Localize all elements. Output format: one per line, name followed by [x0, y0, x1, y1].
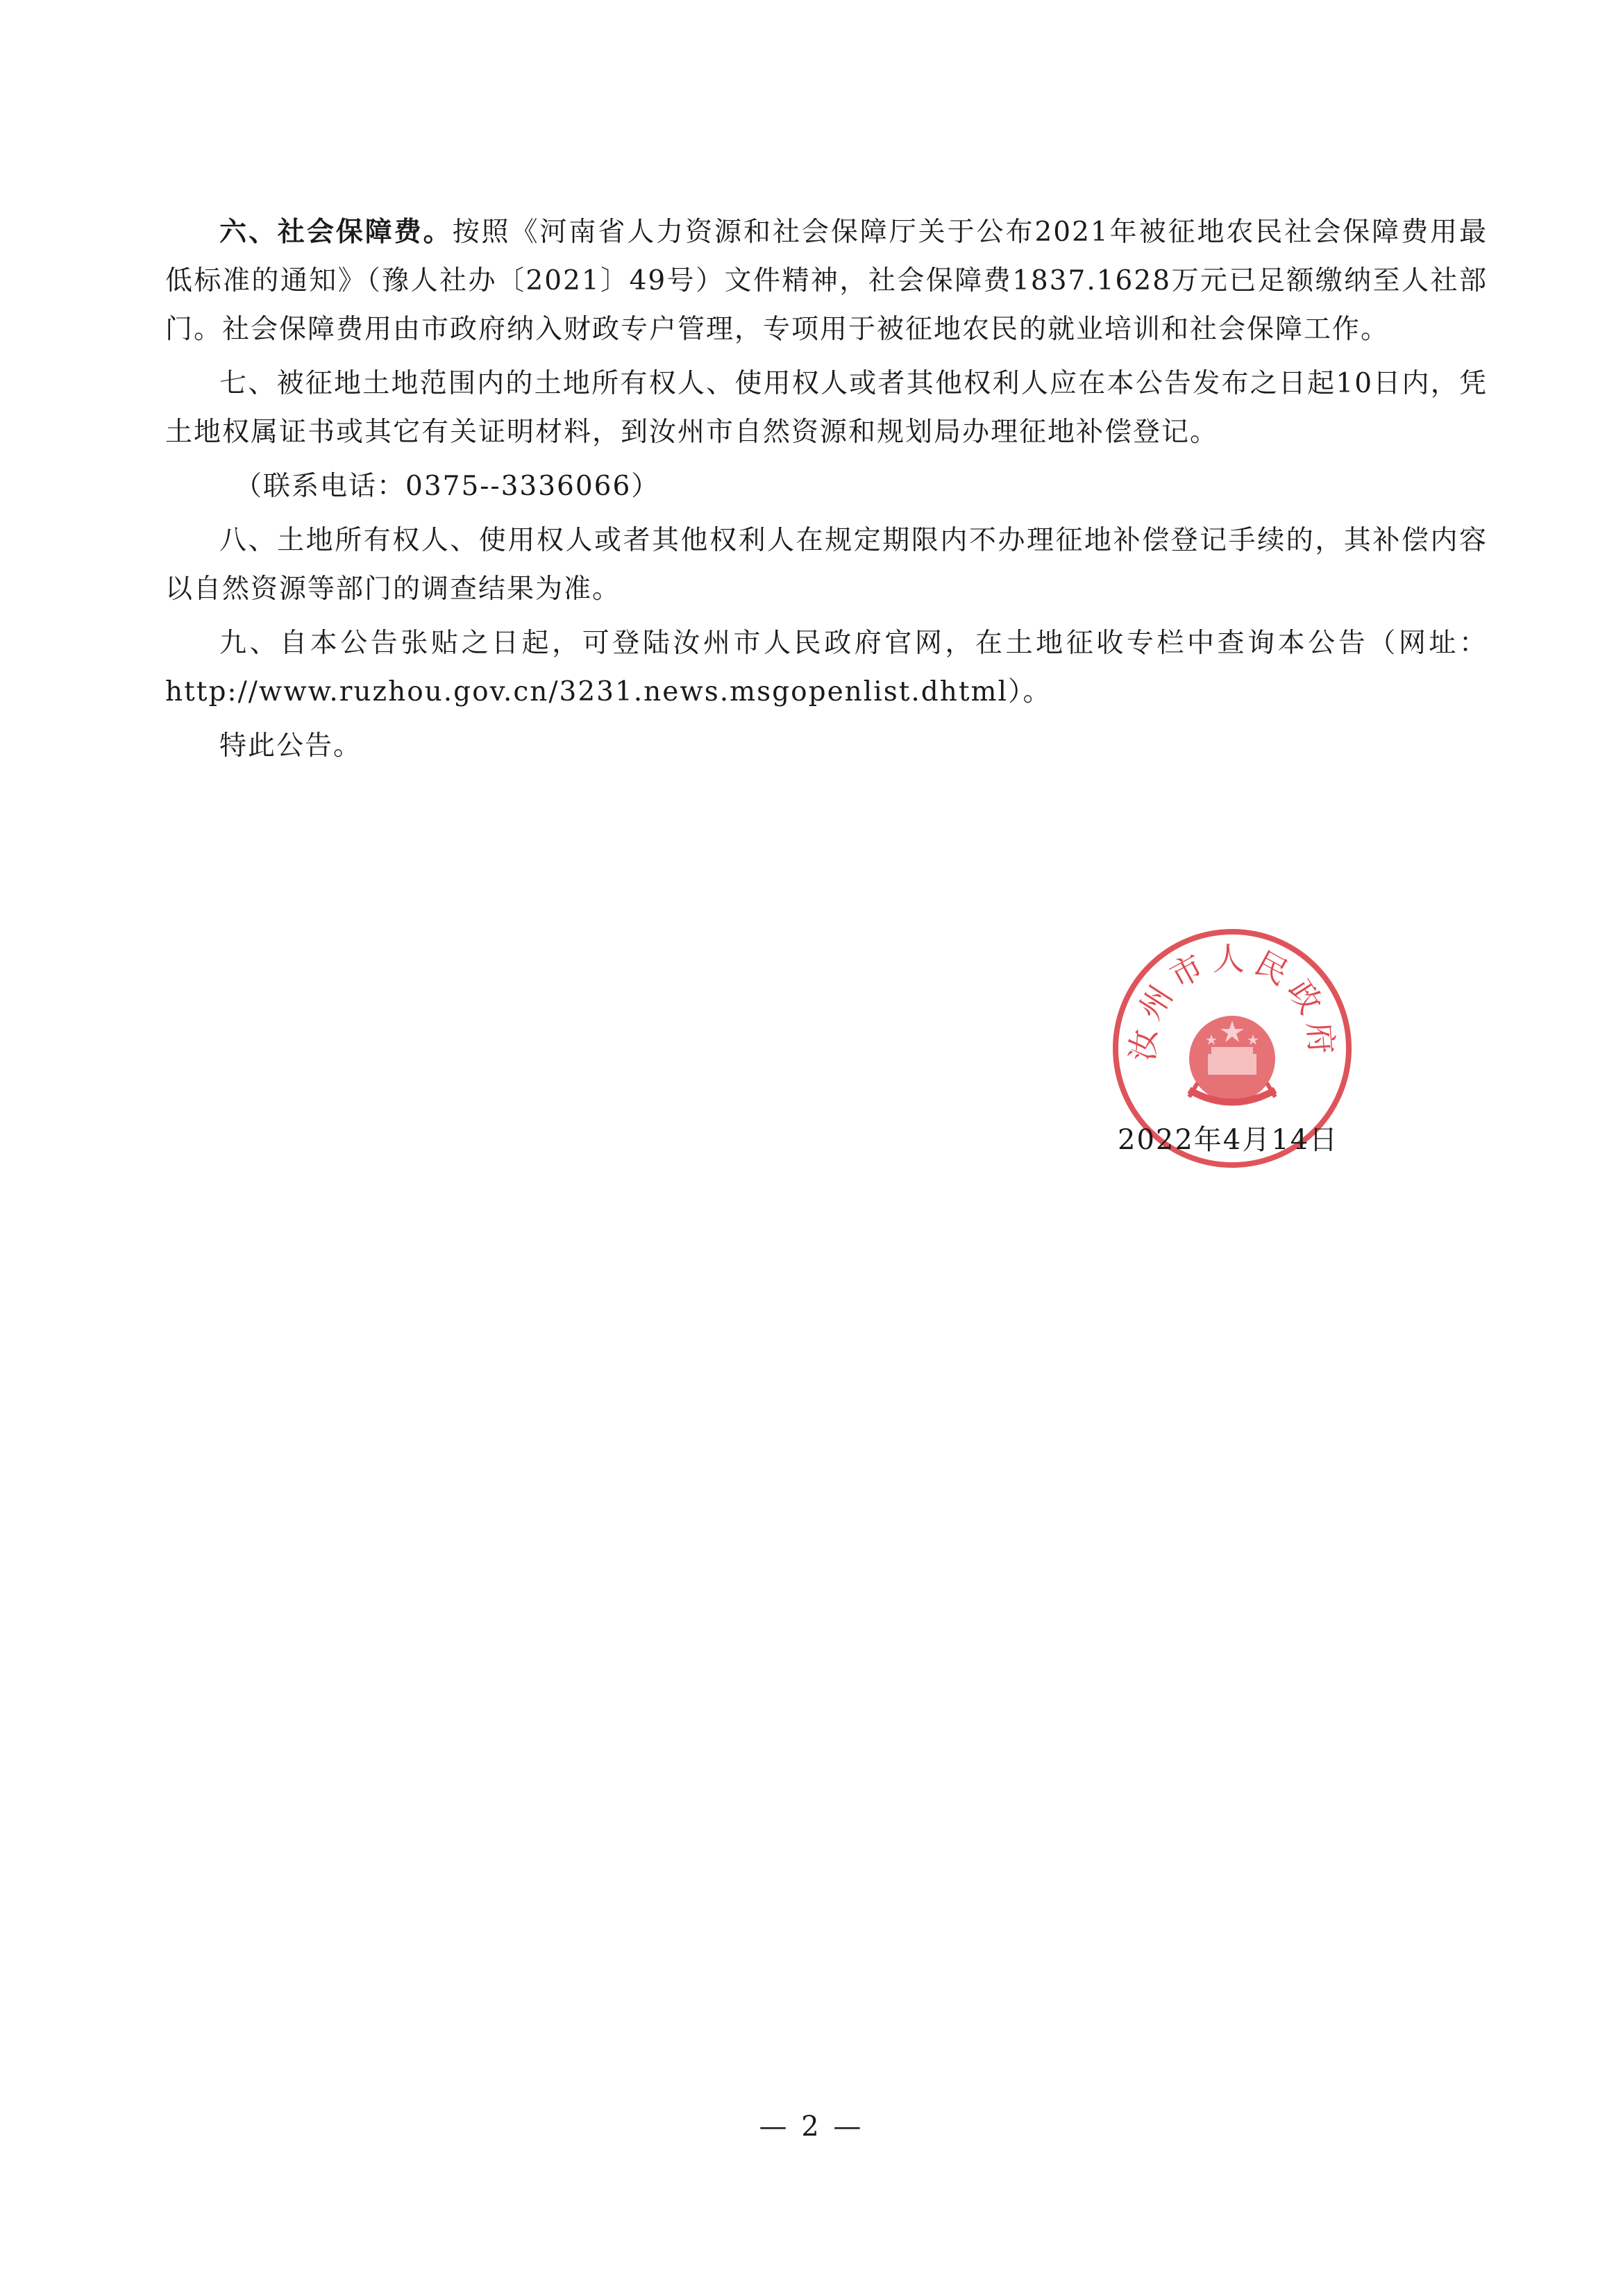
- section-6-paragraph: [165, 208, 1488, 354]
- document-body: [165, 208, 1488, 771]
- section-6-heading: 六、社会保障费。: [219, 217, 453, 248]
- contact-phone: （联系电话：0375--3336066）: [235, 471, 660, 502]
- section-9-paragraph: 九、自本公告张贴之日起，可登陆汝州市人民政府官网，在土地征收专栏中查询本公告（网址：http://www.ruzhou.gov.cn/3231.news.msgopenlist.dhtml）。: [165, 628, 1488, 707]
- section-8-paragraph: 八、土地所有权人、使用权人或者其他权利人在规定期限内不办理征地补偿登记手续的，其补偿内容以自然资源等部门的调查结果为准。: [165, 525, 1488, 605]
- closing-remark: 特此公告。: [219, 730, 362, 762]
- page-number: — 2 —: [759, 2111, 864, 2143]
- issue-date: 2022年4月14日: [1118, 1124, 1339, 1156]
- seal-text: 汝州市人民政府: [1123, 939, 1341, 1062]
- section-6-text: 按照《河南省人力资源和社会保障厅关于公布2021年被征地农民社会保障费用最低标准的通知》（豫人社办〔2021〕49号）文件精神，社会保障费1837.1628万元已足额缴纳至人社部门。社会保障费用由市政府纳入财政专户管理，专项用于被征地农民的就业培训和社会保障工作。: [165, 217, 1488, 345]
- national-emblem-icon: [1189, 1016, 1275, 1103]
- section-7-paragraph: 七、被征地土地范围内的土地所有权人、使用权人或者其他权利人应在本公告发布之日起10日内，凭土地权属证书或其它有关证明材料，到汝州市自然资源和规划局办理征地补偿登记。: [165, 368, 1488, 448]
